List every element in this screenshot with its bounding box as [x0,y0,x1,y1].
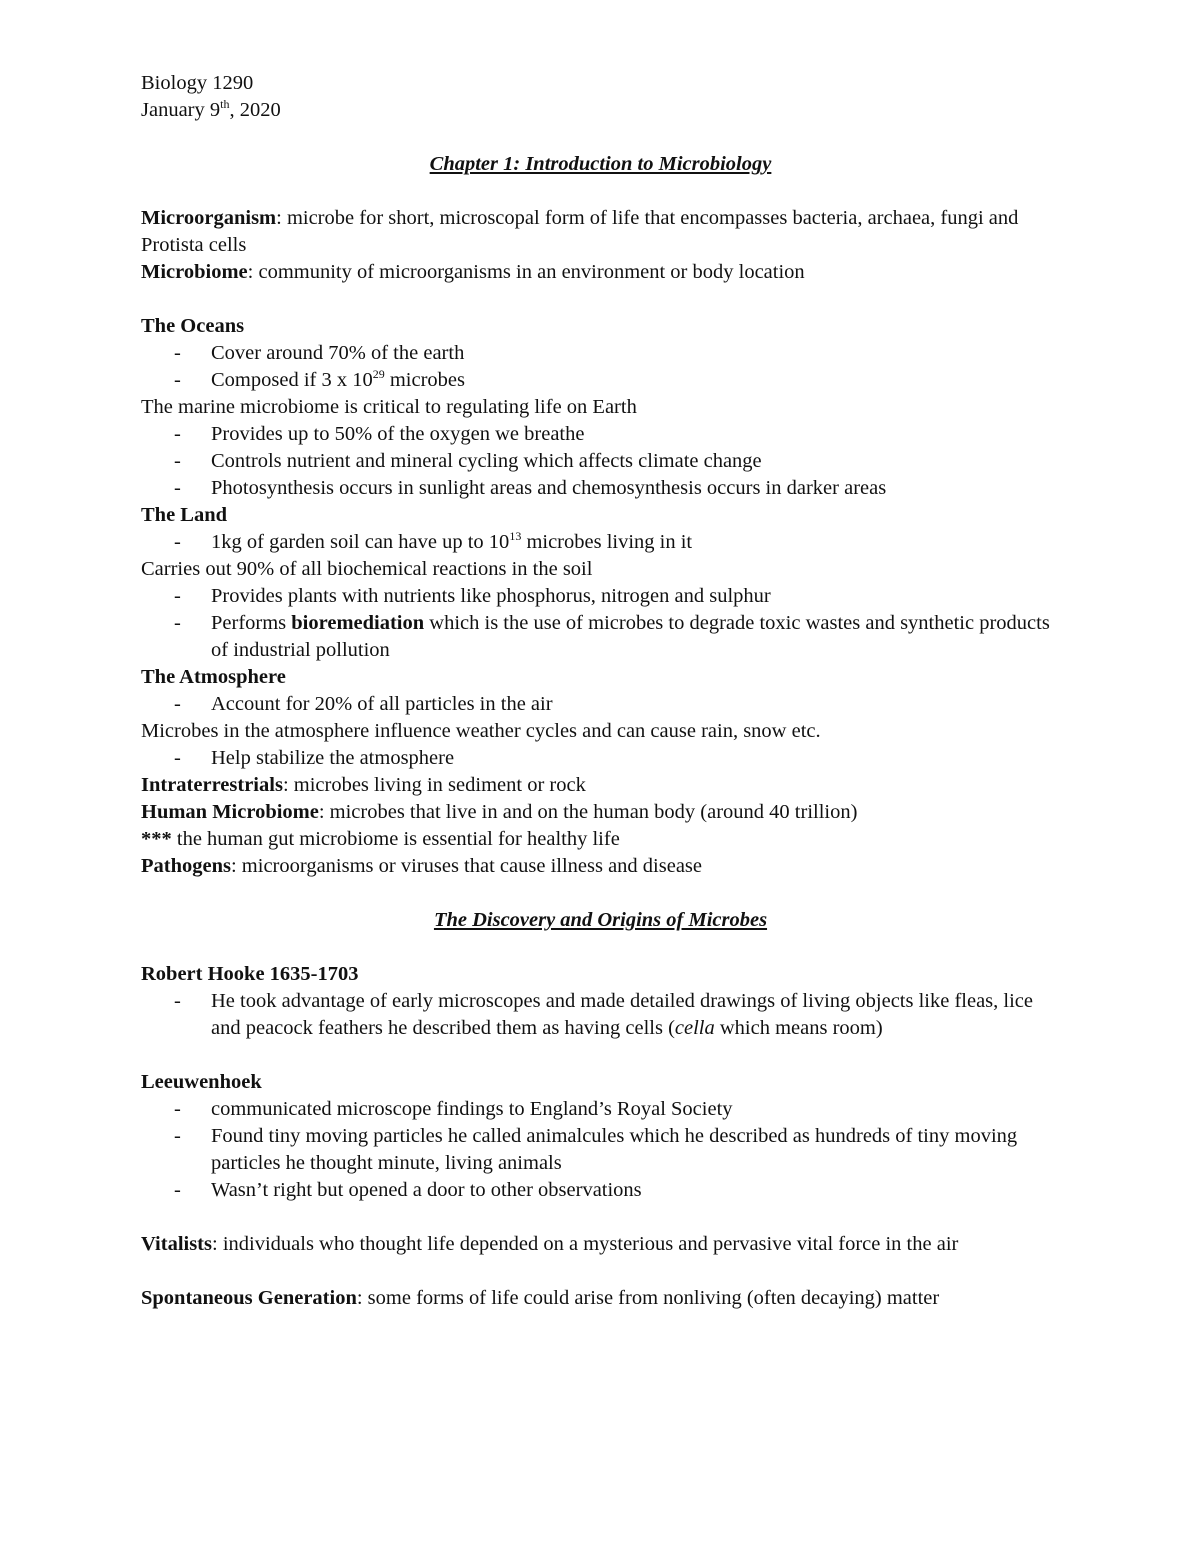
definition-intraterrestrials: Intraterrestrials: microbes living in sediment or rock [141,774,586,796]
list-item: - Performs bioremediation which is the use of microbes to degrade toxic wastes and synthetic products of industrial pollution [141,610,1060,664]
list-item: - Help stabilize the atmosphere [141,745,1060,772]
bullet-dash: - [174,531,181,553]
definition-microbiome: Microbiome: community of microorganisms in an environment or body location [141,261,805,283]
section-title-land: The Land [141,504,228,526]
list-item: - Provides up to 50% of the oxygen we breathe [141,421,1060,448]
atmosphere-text: Microbes in the atmosphere influence weather cycles and can cause rain, snow etc. [141,720,821,742]
bullet-dash: - [174,990,181,1012]
discovery-heading: The Discovery and Origins of Microbes [433,909,768,931]
definition-vitalists: Vitalists: individuals who thought life depended on a mysterious and pervasive vital force in the air [141,1233,959,1255]
bullet-dash: - [174,450,181,472]
chapter-heading: Chapter 1: Introduction to Microbiology [429,153,772,175]
definition-pathogens: Pathogens: microorganisms or viruses that cause illness and disease [141,855,703,877]
bullet-dash: - [174,342,181,364]
list-item: - Wasn’t right but opened a door to other observations [141,1177,1060,1204]
list-item: - Composed if 3 x $10^{29}$ microbes [141,367,1060,394]
section-title-leeuwenhoek: Leeuwenhoek [141,1071,262,1093]
list-item: - 1kg of garden soil can have up to $10^{13}$ microbes living in it [141,529,1060,556]
list-item: - Cover around 70% of the earth [141,340,1060,367]
list-item: - Found tiny moving particles he called animalcules which he described as hundreds of tiny moving particles he thought minute, living animals [141,1123,1060,1177]
bullet-dash: - [174,1098,181,1120]
bullet-dash: - [174,693,181,715]
bullet-dash: - [174,423,181,445]
bullet-dash: - [174,477,181,499]
definition-microorganism: Microorganism: microbe for short, microscopal form of life that encompasses bacteria, archaea, fungi and Protista cells [141,207,1019,256]
land-text: Carries out 90% of all biochemical reactions in the soil [141,558,593,580]
list-item: - Photosynthesis occurs in sunlight areas and chemosynthesis occurs in darker areas [141,475,1060,502]
section-title-oceans: The Oceans [141,315,245,337]
bullet-dash: - [174,747,181,769]
bullet-dash: - [174,612,181,634]
bullet-dash: - [174,1179,181,1201]
definition-spontaneous-generation: Spontaneous Generation: some forms of life could arise from nonliving (often decaying) matter [141,1287,940,1309]
section-title-atmosphere: The Atmosphere [141,666,286,688]
date-line: January 9th, 2020 [141,97,281,121]
oceans-text: The marine microbiome is critical to regulating life on Earth [141,396,637,418]
definition-human-microbiome: Human Microbiome: microbes that live in and on the human body (around 40 trillion) [141,801,858,823]
note-gut-microbiome: *** the human gut microbiome is essential for healthy life [141,828,620,850]
list-item: - communicated microscope findings to England’s Royal Society [141,1096,1060,1123]
list-item: - He took advantage of early microscopes and made detailed drawings of living objects like fleas, lice and peacock feathers he described them as having cells (cella which means room) [141,988,1060,1042]
bullet-dash: - [174,369,181,391]
bullet-dash: - [174,1125,181,1147]
list-item: - Provides plants with nutrients like phosphorus, nitrogen and sulphur [141,583,1060,610]
list-item: - Account for 20% of all particles in the air [141,691,1060,718]
list-item: - Controls nutrient and mineral cycling which affects climate change [141,448,1060,475]
course-title: Biology 1290 [141,72,254,94]
section-title-hooke: Robert Hooke 1635-1703 [141,963,359,985]
bullet-dash: - [174,585,181,607]
